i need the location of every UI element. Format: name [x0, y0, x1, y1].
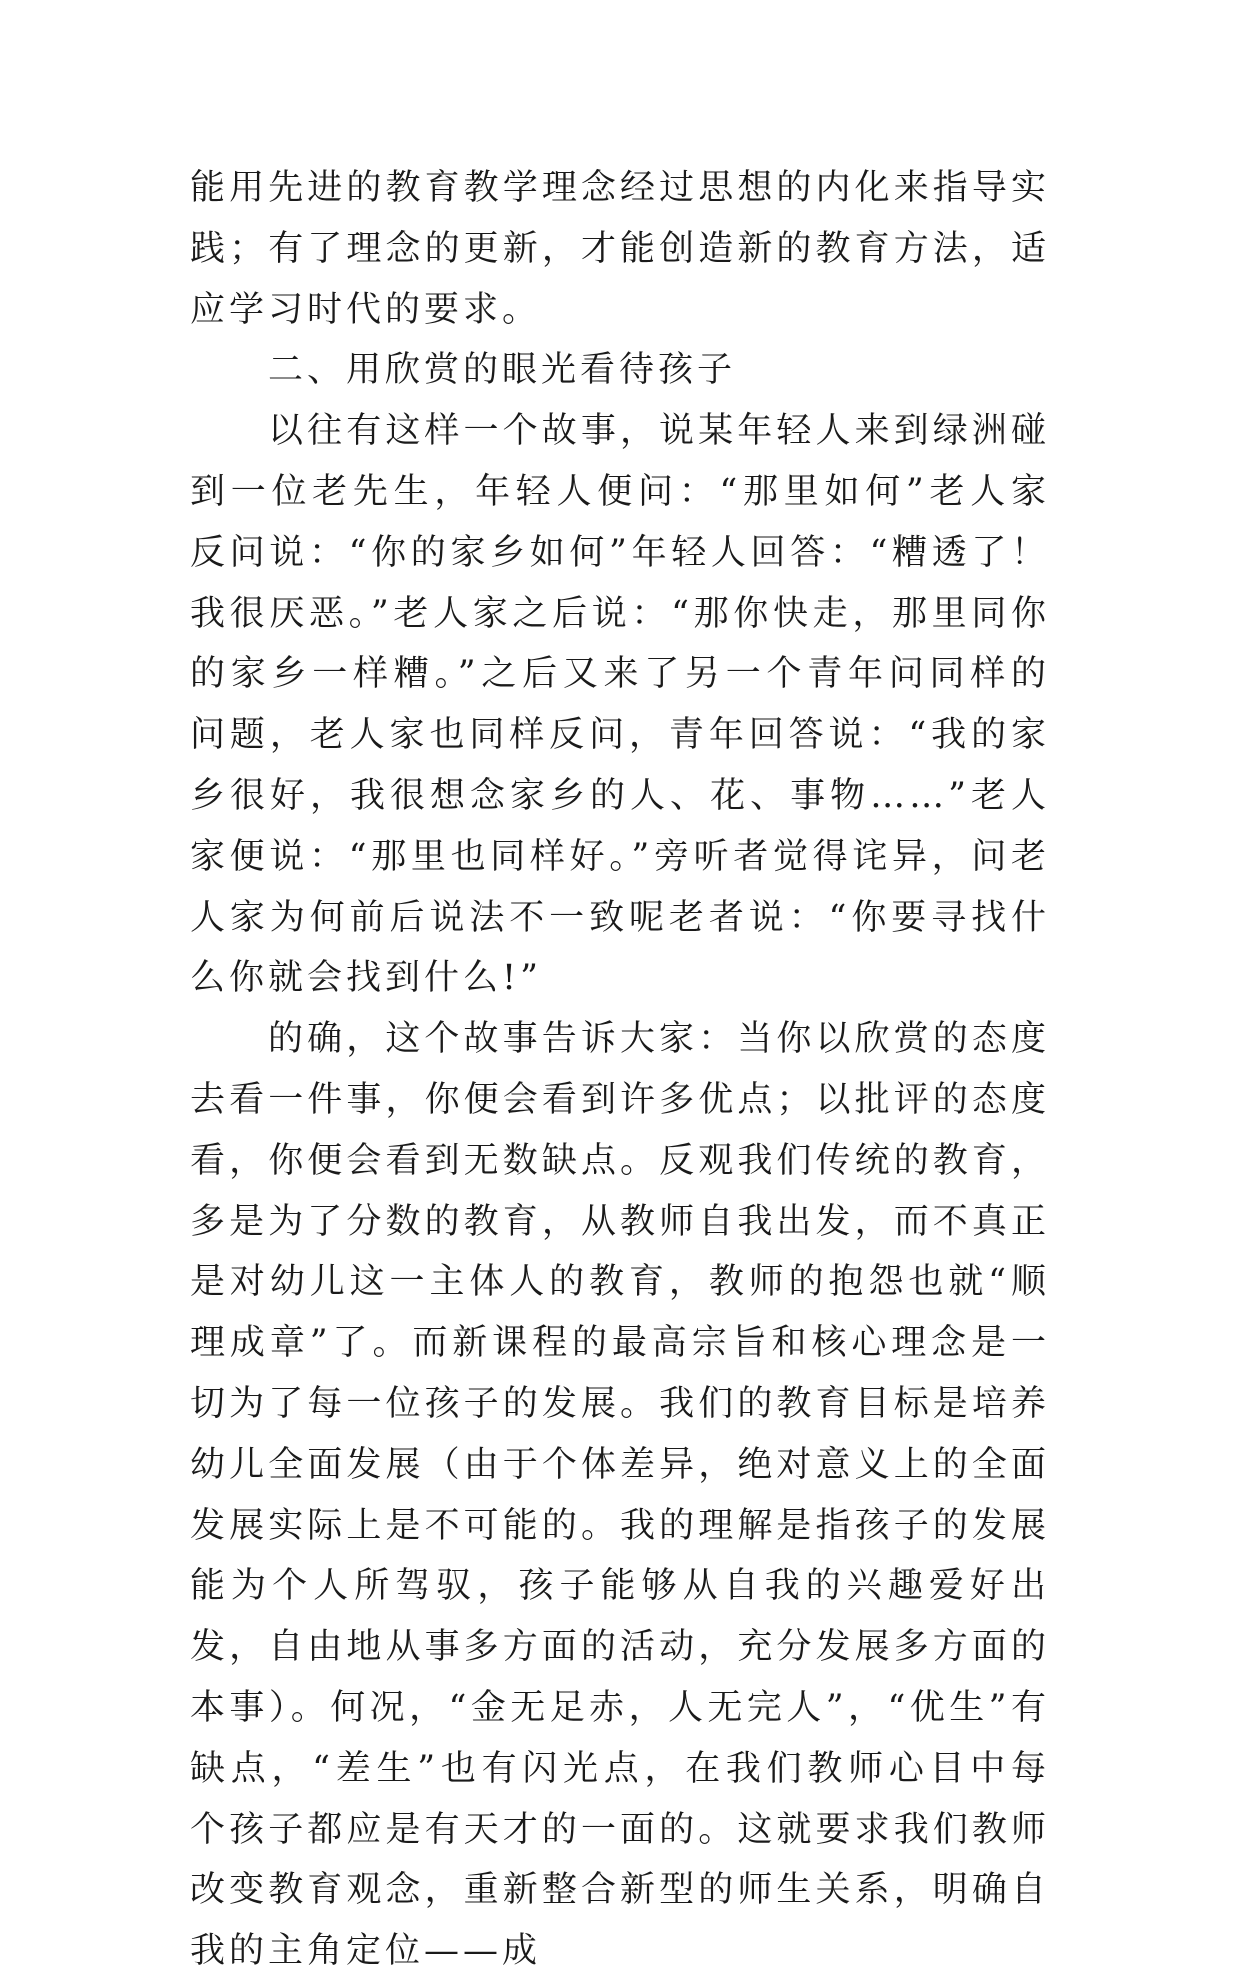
paragraph-reflection: 的确，这个故事告诉大家：当你以欣赏的态度去看一件事，你便会看到许多优点；以批评的态度看，你便会看到无数缺点。反观我们传统的教育，多是为了分数的教育，从教师自我出发，而不真正是对幼儿这一主体人的教育，教师的抱怨也就“顺理成章”了。而新课程的最高宗旨和核心理念是一切为了每一位孩子的发展。我们的教育目标是培养幼儿全面发展（由于个体差异，绝对意义上的全面发展实际上是不可能的。我的理解是指孩子的发展能为个人所驾驭，孩子能够从自我的兴趣爱好出发，自由地从事多方面的活动，充分发展多方面的本事）。何况，“金无足赤，人无完人”，“优生”有缺点，“差生”也有闪光点，在我们教师心目中每个孩子都应是有天才的一面的。这就要求我们教师改变教育观念，重新整合新型的师生关系，明确自我的主角定位——成 — [190, 1019, 1050, 1972]
section-heading: 二、用欣赏的眼光看待孩子 — [268, 350, 737, 391]
document-body — [190, 158, 1050, 1982]
paragraph-story: 以往有这样一个故事，说某年轻人来到绿洲碰到一位老先生，年轻人便问：“那里如何”老人家反问说：“你的家乡如何”年轻人回答：“糟透了！我很厌恶。”老人家之后说：“那你快走，那里同你的家乡一样糟。”之后又来了另一个青年问同样的问题，老人家也同样反问，青年回答说：“我的家乡很好，我很想念家乡的人、花、事物……”老人家便说：“那里也同样好。”旁听者觉得诧异，问老人家为何前后说法不一致呢老者说：“你要寻找什么你就会找到什么!” — [190, 411, 1050, 999]
paragraph-intro-continuation: 能用先进的教育教学理念经过思想的内化来指导实践；有了理念的更新，才能创造新的教育方法，适应学习时代的要求。 — [190, 168, 1050, 330]
